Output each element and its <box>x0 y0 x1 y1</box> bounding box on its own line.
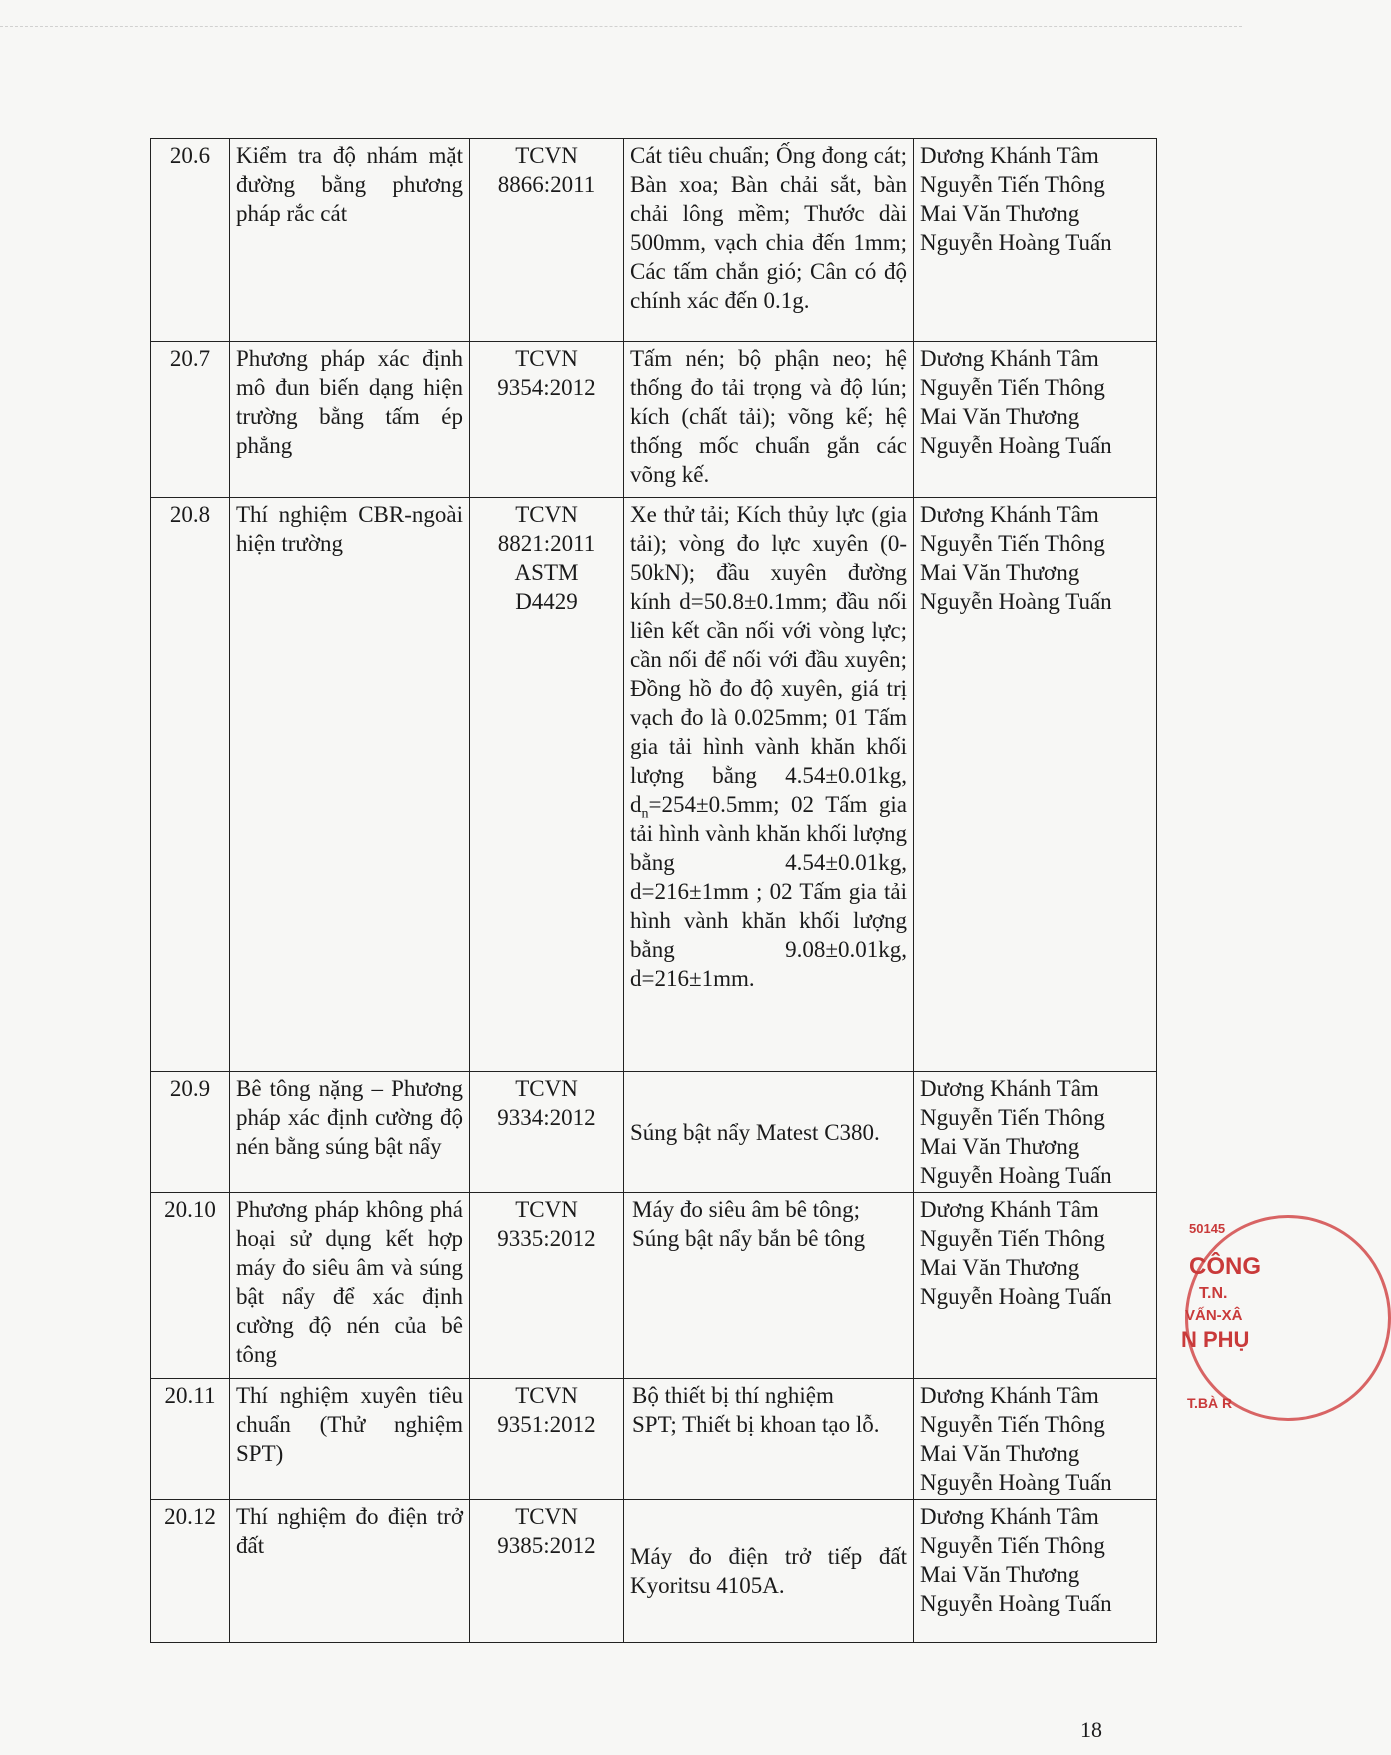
test-methods-table <box>150 138 1157 1643</box>
staff-name: Mai Văn Thương <box>920 404 1080 429</box>
table-row <box>151 1193 1157 1379</box>
staff-name: Mai Văn Thương <box>920 1441 1080 1466</box>
standard-code <box>470 139 624 342</box>
row-number: 20.11 <box>151 1379 230 1500</box>
standard-line: 8866:2011 <box>497 172 596 197</box>
test-name: Thí nghiệm đo điện trở đất <box>230 1500 470 1643</box>
staff-list <box>914 1500 1157 1643</box>
scan-top-edge <box>0 0 1242 27</box>
standard-line: TCVN <box>515 346 578 371</box>
staff-name: Nguyễn Tiến Thông <box>920 1226 1105 1251</box>
equipment-list: Máy đo điện trở tiếp đất Kyoritsu 4105A. <box>624 1500 914 1643</box>
standard-line: TCVN <box>515 143 578 168</box>
row-number: 20.12 <box>151 1500 230 1643</box>
standard-line: 9334:2012 <box>497 1105 596 1130</box>
standard-line: 9351:2012 <box>497 1412 596 1437</box>
equipment-line: Bộ thiết bị thí nghiệm <box>632 1383 834 1408</box>
equipment-list: Tấm nén; bộ phận neo; hệ thống đo tải trọng và độ lún; kích (chất tải); võng kế; hệ thống mốc chuẩn gắn các võng kế. <box>624 342 914 498</box>
standard-code <box>470 342 624 498</box>
table-row <box>151 1500 1157 1643</box>
staff-name: Nguyễn Hoàng Tuấn <box>920 433 1112 458</box>
standard-code <box>470 1379 624 1500</box>
standard-code <box>470 1072 624 1193</box>
equipment-list: Cát tiêu chuẩn; Ống đong cát; Bàn xoa; Bàn chải sắt, bàn chải lông mềm; Thước dài 500mm, vạch chia đến 1mm; Các tấm chắn gió; Cân có độ chính xác đến 0.1g. <box>624 139 914 342</box>
staff-list <box>914 139 1157 342</box>
stamp-text: T.N. <box>1199 1285 1228 1302</box>
staff-name: Dương Khánh Tâm <box>920 1383 1099 1408</box>
test-name: Thí nghiệm xuyên tiêu chuẩn (Thử nghiệm SPT) <box>230 1379 470 1500</box>
standard-line: TCVN <box>515 1076 578 1101</box>
staff-name: Dương Khánh Tâm <box>920 143 1099 168</box>
stamp-text: 50145 <box>1189 1221 1226 1236</box>
table-row <box>151 498 1157 1072</box>
standard-line: TCVN <box>515 502 578 527</box>
staff-name: Nguyễn Hoàng Tuấn <box>920 1470 1112 1495</box>
staff-name: Dương Khánh Tâm <box>920 502 1099 527</box>
equipment-text-d: d <box>630 792 642 817</box>
stamp-text: VẤN-XÂ <box>1185 1307 1243 1324</box>
standard-line: 9385:2012 <box>497 1533 596 1558</box>
staff-name: Dương Khánh Tâm <box>920 1076 1099 1101</box>
standard-line: TCVN <box>515 1197 578 1222</box>
standard-line: 9354:2012 <box>497 375 596 400</box>
test-name: Kiểm tra độ nhám mặt đường bằng phương pháp rắc cát <box>230 139 470 342</box>
test-name: Phương pháp không phá hoại sử dụng kết hợp máy đo siêu âm và súng bật nẩy để xác định cường độ nén của bê tông <box>230 1193 470 1379</box>
page-number: 18 <box>1080 1717 1102 1742</box>
row-number: 20.6 <box>151 139 230 342</box>
equipment-text: =254±0.5mm; 02 Tấm gia tải hình vành khăn khối lượng bằng 4.54±0.01kg, d=216±1mm ; 02 Tấm gia tải hình vành khăn khối lượng bằng 9.08±0.01kg, d=216±1mm. <box>630 792 907 991</box>
staff-name: Nguyễn Tiến Thông <box>920 375 1105 400</box>
standard-line: 9335:2012 <box>497 1226 596 1251</box>
staff-name: Nguyễn Hoàng Tuấn <box>920 1284 1112 1309</box>
staff-name: Nguyễn Hoàng Tuấn <box>920 1163 1112 1188</box>
row-number: 20.7 <box>151 342 230 498</box>
staff-name: Nguyễn Hoàng Tuấn <box>920 589 1112 614</box>
staff-name: Mai Văn Thương <box>920 1134 1080 1159</box>
equipment-list <box>624 1193 914 1379</box>
equipment-list <box>624 498 914 1072</box>
test-name: Thí nghiệm CBR-ngoài hiện trường <box>230 498 470 1072</box>
equipment-line: SPT; Thiết bị khoan tạo lỗ. <box>632 1412 880 1437</box>
standard-line: D4429 <box>515 589 578 614</box>
red-seal-stamp <box>1175 1215 1261 1435</box>
standard-code <box>470 1500 624 1643</box>
staff-name: Nguyễn Tiến Thông <box>920 1412 1105 1437</box>
staff-name: Dương Khánh Tâm <box>920 346 1099 371</box>
row-number: 20.9 <box>151 1072 230 1193</box>
standard-line: TCVN <box>515 1383 578 1408</box>
standard-line: ASTM <box>514 560 579 585</box>
standard-code <box>470 498 624 1072</box>
staff-name: Mai Văn Thương <box>920 1255 1080 1280</box>
table-row <box>151 1379 1157 1500</box>
staff-name: Nguyễn Hoàng Tuấn <box>920 1591 1112 1616</box>
staff-list <box>914 1072 1157 1193</box>
stamp-text: N PHỤ <box>1181 1327 1250 1352</box>
equipment-line: Máy đo siêu âm bê tông; <box>632 1197 861 1222</box>
staff-list <box>914 498 1157 1072</box>
row-number: 20.8 <box>151 498 230 1072</box>
equipment-line: Súng bật nẩy bắn bê tông <box>632 1226 866 1251</box>
staff-name: Dương Khánh Tâm <box>920 1197 1099 1222</box>
staff-name: Nguyễn Tiến Thông <box>920 1105 1105 1130</box>
staff-name: Nguyễn Hoàng Tuấn <box>920 230 1112 255</box>
staff-list <box>914 1193 1157 1379</box>
subscript: n <box>641 806 649 822</box>
standard-code <box>470 1193 624 1379</box>
staff-name: Mai Văn Thương <box>920 201 1080 226</box>
stamp-text: T.BÀ R <box>1187 1395 1233 1411</box>
staff-name: Mai Văn Thương <box>920 1562 1080 1587</box>
staff-name: Mai Văn Thương <box>920 560 1080 585</box>
staff-name: Nguyễn Tiến Thông <box>920 1533 1105 1558</box>
table-row <box>151 139 1157 342</box>
staff-name: Nguyễn Tiến Thông <box>920 531 1105 556</box>
stamp-text: CÔNG <box>1189 1253 1261 1280</box>
table-row <box>151 1072 1157 1193</box>
staff-list <box>914 342 1157 498</box>
equipment-list <box>624 1379 914 1500</box>
standard-line: TCVN <box>515 1504 578 1529</box>
test-name: Bê tông nặng – Phương pháp xác định cường độ nén bằng súng bật nẩy <box>230 1072 470 1193</box>
staff-name: Dương Khánh Tâm <box>920 1504 1099 1529</box>
equipment-list: Súng bật nẩy Matest C380. <box>624 1072 914 1193</box>
staff-name: Nguyễn Tiến Thông <box>920 172 1105 197</box>
row-number: 20.10 <box>151 1193 230 1379</box>
staff-list <box>914 1379 1157 1500</box>
standard-line: 8821:2011 <box>497 531 596 556</box>
test-name: Phương pháp xác định mô đun biến dạng hiện trường bằng tấm ép phẳng <box>230 342 470 498</box>
equipment-text: Xe thử tải; Kích thủy lực (gia tải); vòng đo lực xuyên (0-50kN); đầu xuyên đường kính d=50.8±0.1mm; đầu nối liên kết cần nối với vòng lực; cần nối để nối với đầu xuyên; Đồng hồ đo độ xuyên, giá trị vạch đo là 0.025mm; 01 Tấm gia tải hình vành khăn khối lượng bằng 4.54±0.01kg, <box>630 502 907 788</box>
table-row <box>151 342 1157 498</box>
